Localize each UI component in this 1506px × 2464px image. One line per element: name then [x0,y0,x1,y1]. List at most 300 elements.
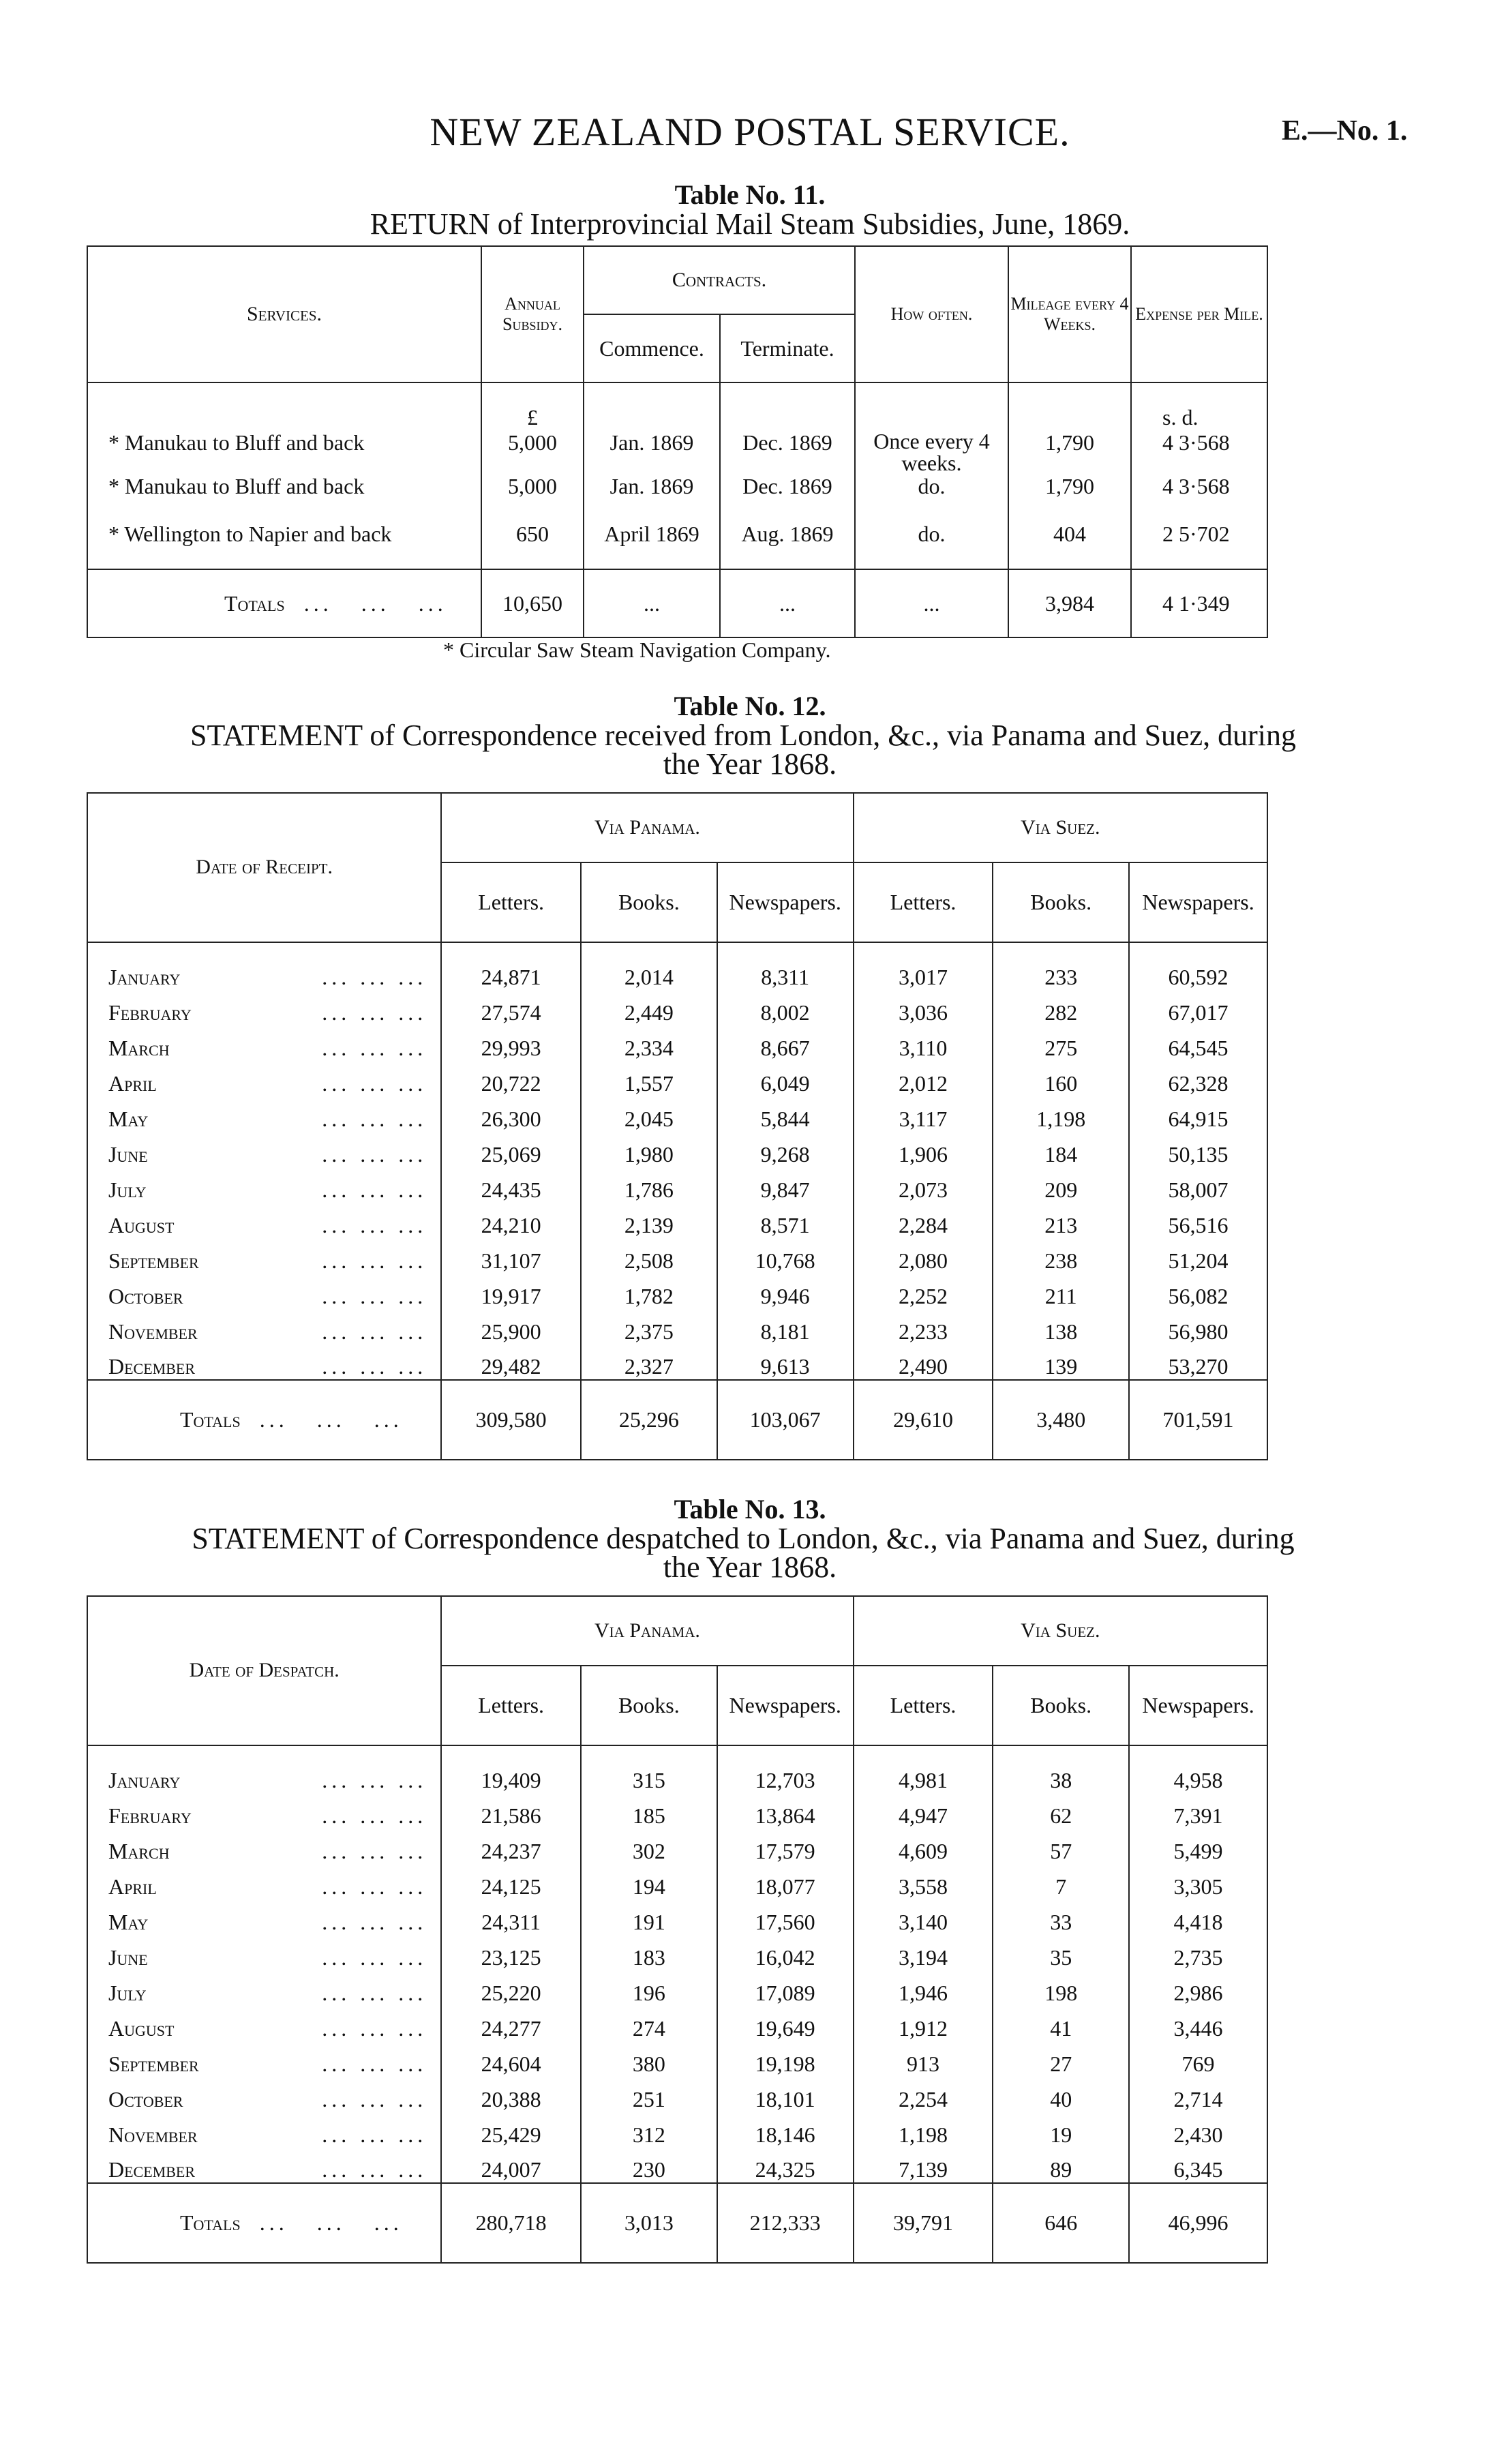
value-cell: 2,430 [1129,2112,1267,2148]
totals-cell: 646 [993,2183,1129,2263]
month-label: January [108,1767,181,1792]
value-cell: 3,017 [854,942,993,990]
value-cell: 60,592 [1129,942,1267,990]
value-cell: 58,007 [1129,1167,1267,1203]
table-row [87,1793,1267,1829]
value-cell: 1,946 [854,1970,993,2006]
month-cell: April ... ... ... [108,1874,427,1899]
value-cell: 4,981 [854,1745,993,1793]
totals-cell: 280,718 [441,2183,581,2263]
table11-footnote: * Circular Saw Steam Navigation Company. [443,637,831,662]
commence-value: Jan. 1869 [584,474,720,522]
value-cell: 53,270 [1129,1344,1267,1380]
col-books-header: Books. [581,862,717,942]
value-cell: 282 [993,990,1129,1025]
value-cell: 5,844 [717,1096,854,1132]
value-cell: 274 [581,2006,717,2041]
value-cell: 24,871 [441,942,581,990]
table-row [87,1167,1267,1203]
value-cell: 1,906 [854,1132,993,1167]
how-value: Once every 4 weeks. [855,430,1008,474]
value-cell: 2,073 [854,1167,993,1203]
value-cell: 29,482 [441,1344,581,1380]
table-row [87,2041,1267,2077]
value-cell: 19,198 [717,2041,854,2077]
value-cell: 9,268 [717,1132,854,1167]
col-newspapers-header: Newspapers. [717,862,854,942]
value-cell: 184 [993,1132,1129,1167]
month-label: December [108,1354,196,1379]
value-cell: 4,947 [854,1793,993,1829]
col-newspapers-header: Newspapers. [717,1666,854,1745]
service-name: * Manukau to Bluff and back [108,474,365,498]
value-cell: 17,579 [717,1829,854,1864]
month-cell: June ... ... ... [108,1944,427,1970]
value-cell: 2,714 [1129,2077,1267,2112]
value-cell: 56,980 [1129,1309,1267,1344]
value-cell: 26,300 [441,1096,581,1132]
totals-label: Totals [180,1407,241,1432]
col-suez-header: Via Suez. [854,793,1267,862]
col-terminate-header: Terminate. [720,314,855,382]
month-label: October [108,1284,183,1309]
value-cell: 3,446 [1129,2006,1267,2041]
totals-cell: 309,580 [441,1380,581,1460]
value-cell: 50,135 [1129,1132,1267,1167]
table-row [87,1061,1267,1096]
month-label: August [108,1213,175,1238]
value-cell: 23,125 [441,1935,581,1970]
value-cell: 6,049 [717,1061,854,1096]
value-cell: 198 [993,1970,1129,2006]
value-cell: 315 [581,1745,717,1793]
month-label: June [108,1944,148,1970]
value-cell: 194 [581,1864,717,1899]
value-cell: 33 [993,1899,1129,1935]
value-cell: 230 [581,2148,717,2183]
table12-caption-line1: STATEMENT of Correspondence received from London, &c., via Panama and Suez, during [190,719,1296,752]
how-value: do. [855,522,1008,569]
month-cell: July ... ... ... [108,1981,427,2005]
value-cell: 20,722 [441,1061,581,1096]
terminate-value: Dec. 1869 [720,430,855,474]
value-cell: 211 [993,1274,1129,1309]
table11-row [87,522,1267,569]
table-row [87,1935,1267,1970]
document-reference: E.—No. 1. [1282,115,1408,147]
value-cell: 2,254 [854,2077,993,2112]
value-cell: 2,449 [581,990,717,1025]
col-subsidy-header: Annual Subsidy. [481,246,584,382]
totals-cell: 3,480 [993,1380,1129,1460]
subsidy-value: 5,000 [481,430,584,474]
col-expense-header: Expense per Mile. [1131,246,1267,382]
value-cell: 4,609 [854,1829,993,1864]
value-cell: 302 [581,1829,717,1864]
value-cell: 25,900 [441,1309,581,1344]
month-cell: October ... ... ... [108,1284,427,1309]
col-newspapers-header: Newspapers. [1129,862,1267,942]
totals-label: Totals [224,590,285,616]
expense-value: 4 3·568 [1131,430,1267,474]
value-cell: 1,198 [854,2112,993,2148]
table11-label: Table No. 11. [674,179,826,210]
unit-shillings-pence: s. d. [1131,382,1267,430]
value-cell: 64,915 [1129,1096,1267,1132]
month-cell: February ... ... ... [108,1803,427,1828]
value-cell: 3,140 [854,1899,993,1935]
value-cell: 183 [581,1935,717,1970]
value-cell: 35 [993,1935,1129,1970]
value-cell: 2,233 [854,1309,993,1344]
value-cell: 24,210 [441,1203,581,1238]
value-cell: 3,194 [854,1935,993,1970]
value-cell: 2,334 [581,1025,717,1061]
value-cell: 1,782 [581,1274,717,1309]
value-cell: 27 [993,2041,1129,2077]
month-label: December [108,2157,196,2182]
month-cell: January ... ... ... [108,964,427,989]
col-books-header: Books. [993,1666,1129,1745]
month-label: July [108,1177,147,1202]
month-label: May [108,1909,149,1934]
value-cell: 18,077 [717,1864,854,1899]
value-cell: 56,082 [1129,1274,1267,1309]
month-cell: December ... ... ... [108,2157,427,2182]
value-cell: 6,345 [1129,2148,1267,2183]
table-row [87,1344,1267,1380]
value-cell: 89 [993,2148,1129,2183]
value-cell: 1,786 [581,1167,717,1203]
month-label: June [108,1141,148,1167]
col-how-header: How often. [855,246,1008,382]
table-row [87,1274,1267,1309]
value-cell: 17,089 [717,1970,854,2006]
value-cell: 3,117 [854,1096,993,1132]
value-cell: 238 [993,1238,1129,1274]
value-cell: 62 [993,1793,1129,1829]
value-cell: 51,204 [1129,1238,1267,1274]
col-letters-header: Letters. [441,862,581,942]
value-cell: 191 [581,1899,717,1935]
value-cell: 2,045 [581,1096,717,1132]
value-cell: 1,980 [581,1132,717,1167]
month-label: March [108,1838,170,1863]
table13-caption-line2: the Year 1868. [663,1550,837,1584]
value-cell: 20,388 [441,2077,581,2112]
month-cell: October ... ... ... [108,2087,427,2112]
col-books-header: Books. [581,1666,717,1745]
value-cell: 312 [581,2112,717,2148]
table-row [87,1096,1267,1132]
table-row [87,942,1267,990]
col-letters-header: Letters. [854,1666,993,1745]
month-cell: April ... ... ... [108,1070,427,1096]
value-cell: 18,101 [717,2077,854,2112]
value-cell: 8,311 [717,942,854,990]
value-cell: 2,735 [1129,1935,1267,1970]
value-cell: 9,847 [717,1167,854,1203]
month-label: November [108,2122,198,2148]
value-cell: 64,545 [1129,1025,1267,1061]
value-cell: 4,418 [1129,1899,1267,1935]
value-cell: 8,667 [717,1025,854,1061]
value-cell: 2,012 [854,1061,993,1096]
value-cell: 38 [993,1745,1129,1793]
commence-value: April 1869 [584,522,720,569]
totals-cell: 103,067 [717,1380,854,1460]
value-cell: 56,516 [1129,1203,1267,1238]
table-row [87,2077,1267,2112]
totals-terminate: ... [720,569,855,637]
table-row [87,1025,1267,1061]
value-cell: 57 [993,1829,1129,1864]
table13-totals-row: Totals ... ... ... 280,718 3,013 212,333 39,791 646 46,996 [87,2183,1267,2263]
value-cell: 29,993 [441,1025,581,1061]
value-cell: 24,435 [441,1167,581,1203]
month-cell: November ... ... ... [108,2122,427,2148]
col-services-header: Services. [246,303,322,325]
value-cell: 25,069 [441,1132,581,1167]
totals-cell: 25,296 [581,1380,717,1460]
value-cell: 2,252 [854,1274,993,1309]
table12-caption-line2: the Year 1868. [663,747,837,781]
month-cell: May ... ... ... [108,1909,427,1934]
value-cell: 62,328 [1129,1061,1267,1096]
value-cell: 3,558 [854,1864,993,1899]
mileage-value: 404 [1008,522,1131,569]
month-cell: January ... ... ... [108,1767,427,1792]
value-cell: 2,080 [854,1238,993,1274]
terminate-value: Aug. 1869 [720,522,855,569]
value-cell: 4,958 [1129,1745,1267,1793]
month-label: January [108,964,181,989]
totals-label: Totals [180,2210,241,2236]
table13-caption-line1: STATEMENT of Correspondence despatched to London, &c., via Panama and Suez, during [192,1522,1295,1555]
value-cell: 3,305 [1129,1864,1267,1899]
table-row [87,2148,1267,2183]
value-cell: 380 [581,2041,717,2077]
table-row [87,1899,1267,1935]
table-row [87,990,1267,1025]
value-cell: 24,237 [441,1829,581,1864]
value-cell: 2,014 [581,942,717,990]
value-cell: 13,864 [717,1793,854,1829]
month-label: September [108,2052,199,2077]
value-cell: 769 [1129,2041,1267,2077]
totals-cell: 3,013 [581,2183,717,2263]
value-cell: 209 [993,1167,1129,1203]
value-cell: 19,649 [717,2006,854,2041]
mileage-value: 1,790 [1008,430,1131,474]
col-date-header: Date of Despatch. [189,1659,340,1682]
month-label: May [108,1106,149,1131]
table13-label: Table No. 13. [674,1494,826,1524]
month-cell: August ... ... ... [108,1213,427,1238]
value-cell: 5,499 [1129,1829,1267,1864]
month-label: April [108,1874,157,1899]
month-label: November [108,1319,198,1344]
totals-cell: 29,610 [854,1380,993,1460]
value-cell: 2,490 [854,1344,993,1380]
totals-expense: 4 1·349 [1131,569,1267,637]
value-cell: 2,508 [581,1238,717,1274]
value-cell: 19,409 [441,1745,581,1793]
month-cell: September ... ... ... [108,2052,427,2077]
col-date-header: Date of Receipt. [196,856,333,879]
table11-row [87,474,1267,522]
value-cell: 275 [993,1025,1129,1061]
value-cell: 19 [993,2112,1129,2148]
col-contracts-header: Contracts. [584,246,855,314]
col-panama-header: Via Panama. [441,1596,853,1666]
service-name: * Wellington to Napier and back [108,522,392,546]
table12 [87,792,1268,1460]
subsidy-value: 5,000 [481,474,584,522]
mileage-value: 1,790 [1008,474,1131,522]
month-label: August [108,2016,175,2041]
col-mileage-header: Mileage every 4 Weeks. [1008,246,1131,382]
col-panama-header: Via Panama. [441,793,853,862]
month-cell: February ... ... ... [108,1000,427,1025]
month-cell: July ... ... ... [108,1177,427,1202]
value-cell: 1,912 [854,2006,993,2041]
month-label: September [108,1248,199,1274]
how-value: do. [855,474,1008,522]
table12-label: Table No. 12. [674,691,826,721]
value-cell: 24,277 [441,2006,581,2041]
value-cell: 913 [854,2041,993,2077]
table11-caption: RETURN of Interprovincial Mail Steam Subsidies, June, 1869. [370,207,1130,241]
table12-totals-row: Totals ... ... ... 309,580 25,296 103,067 29,610 3,480 701,591 [87,1380,1267,1460]
value-cell: 7 [993,1864,1129,1899]
value-cell: 233 [993,942,1129,990]
totals-subsidy: 10,650 [481,569,584,637]
value-cell: 160 [993,1061,1129,1096]
col-commence-header: Commence. [584,314,720,382]
month-cell: August ... ... ... [108,2016,427,2041]
table-row [87,1132,1267,1167]
value-cell: 67,017 [1129,990,1267,1025]
commence-value: Jan. 1869 [584,430,720,474]
value-cell: 25,220 [441,1970,581,2006]
value-cell: 8,571 [717,1203,854,1238]
month-label: February [108,1000,192,1025]
value-cell: 213 [993,1203,1129,1238]
page-title: NEW ZEALAND POSTAL SERVICE. [430,110,1070,154]
col-newspapers-header: Newspapers. [1129,1666,1267,1745]
col-letters-header: Letters. [854,862,993,942]
value-cell: 40 [993,2077,1129,2112]
value-cell: 24,604 [441,2041,581,2077]
value-cell: 2,284 [854,1203,993,1238]
month-label: March [108,1035,170,1060]
value-cell: 8,002 [717,990,854,1025]
value-cell: 10,768 [717,1238,854,1274]
value-cell: 31,107 [441,1238,581,1274]
table11 [87,245,1268,638]
value-cell: 1,557 [581,1061,717,1096]
value-cell: 138 [993,1309,1129,1344]
value-cell: 8,181 [717,1309,854,1344]
table-row [87,2112,1267,2148]
col-suez-header: Via Suez. [854,1596,1267,1666]
month-cell: December ... ... ... [108,1354,427,1379]
value-cell: 12,703 [717,1745,854,1793]
value-cell: 1,198 [993,1096,1129,1132]
table-row [87,1203,1267,1238]
value-cell: 27,574 [441,990,581,1025]
subsidy-value: 650 [481,522,584,569]
totals-cell: 39,791 [854,2183,993,2263]
service-name: * Manukau to Bluff and back [108,430,365,455]
expense-value: 2 5·702 [1131,522,1267,569]
value-cell: 24,125 [441,1864,581,1899]
value-cell: 21,586 [441,1793,581,1829]
totals-how: ... [855,569,1008,637]
value-cell: 251 [581,2077,717,2112]
month-cell: March ... ... ... [108,1838,427,1863]
month-cell: March ... ... ... [108,1035,427,1060]
table-row [87,1864,1267,1899]
month-label: April [108,1070,157,1096]
month-cell: June ... ... ... [108,1141,427,1167]
col-books-header: Books. [993,862,1129,942]
totals-cell: 701,591 [1129,1380,1267,1460]
value-cell: 3,110 [854,1025,993,1061]
table-row [87,2006,1267,2041]
expense-value: 4 3·568 [1131,474,1267,522]
table-row [87,1970,1267,2006]
unit-pound: £ [481,382,584,430]
month-label: October [108,2087,183,2112]
value-cell: 7,391 [1129,1793,1267,1829]
value-cell: 17,560 [717,1899,854,1935]
table-row [87,1745,1267,1793]
table13 [87,1595,1268,2264]
value-cell: 2,139 [581,1203,717,1238]
totals-mileage: 3,984 [1008,569,1131,637]
value-cell: 9,613 [717,1344,854,1380]
value-cell: 41 [993,2006,1129,2041]
value-cell: 2,986 [1129,1970,1267,2006]
table11-row [87,430,1267,474]
value-cell: 24,325 [717,2148,854,2183]
value-cell: 2,375 [581,1309,717,1344]
value-cell: 2,327 [581,1344,717,1380]
month-label: February [108,1803,192,1828]
totals-commence: ... [584,569,720,637]
table11-totals-row: Totals ... ... ... 10,650 ... ... ... 3,984 4 1·349 [87,569,1267,637]
table-row [87,1309,1267,1344]
value-cell: 3,036 [854,990,993,1025]
totals-cell: 212,333 [717,2183,854,2263]
month-label: July [108,1981,147,2005]
totals-cell: 46,996 [1129,2183,1267,2263]
value-cell: 196 [581,1970,717,2006]
table-row [87,1238,1267,1274]
month-cell: May ... ... ... [108,1106,427,1131]
value-cell: 7,139 [854,2148,993,2183]
value-cell: 18,146 [717,2112,854,2148]
value-cell: 9,946 [717,1274,854,1309]
month-cell: November ... ... ... [108,1319,427,1344]
month-cell: September ... ... ... [108,1248,427,1274]
col-letters-header: Letters. [441,1666,581,1745]
table-row [87,1829,1267,1864]
value-cell: 25,429 [441,2112,581,2148]
value-cell: 19,917 [441,1274,581,1309]
